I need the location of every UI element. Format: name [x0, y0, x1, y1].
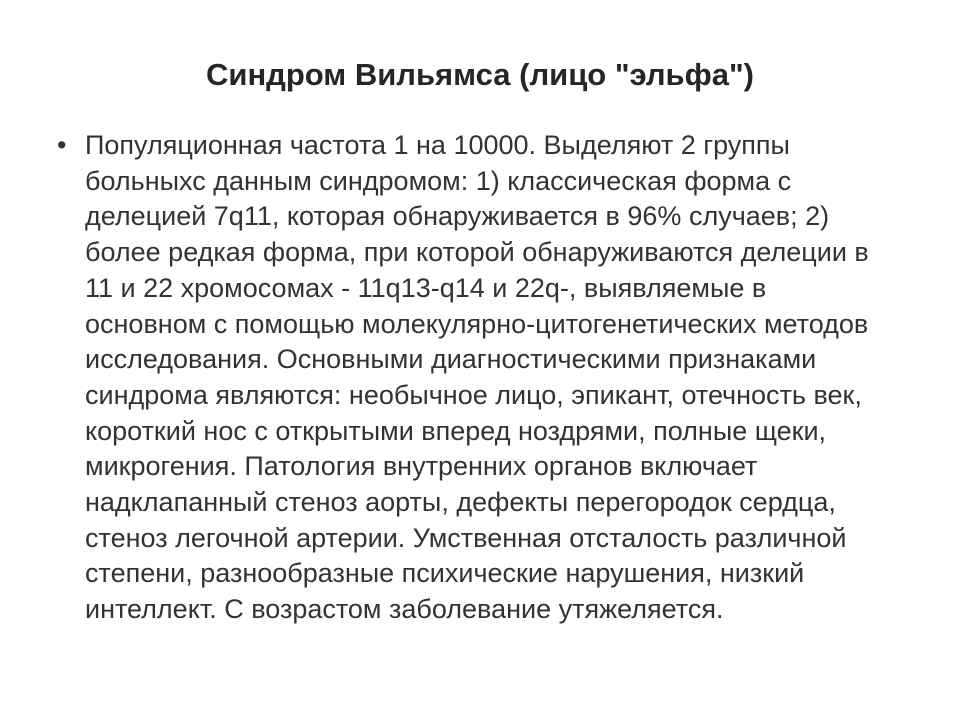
bullet-item	[0, 128, 960, 628]
bullet-text-line: исследования. Основными диагностическими признаками	[85, 344, 817, 375]
bullet-text-line: степени, разнообразные психические нарушения, низкий	[85, 558, 805, 589]
bullet-text-line: синдрома являются: необычное лицо, эпикант, отечность век,	[85, 379, 862, 410]
bullet-text-line: основном с помощью молекулярно-цитогенетических методов	[85, 308, 869, 339]
bullet-text-line: больныхс данным синдромом: 1) классическая форма с	[85, 165, 792, 196]
bullet-text-line: интеллект. С возрастом заболевание утяжеляется.	[85, 594, 724, 625]
bullet-text-line: 11 и 22 хромосомах - 11q13-q14 и 22q-, выявляемые в	[85, 272, 767, 303]
bullet-text-line: делецией 7q11, которая обнаруживается в 96% случаев; 2)	[85, 201, 830, 232]
bullet-text-line: стеноз легочной артерии. Умственная отсталость различной	[85, 522, 847, 553]
bullet-text-line: короткий нос с открытыми вперед ноздрями, полные щеки,	[85, 415, 827, 446]
bullet-list	[0, 128, 960, 628]
bullet-text-line: более редкая форма, при которой обнаруживаются делеции в	[85, 237, 869, 268]
bullet-marker: •	[57, 130, 67, 160]
slide-title: Синдром Вильямса (лицо "эльфа")	[206, 57, 754, 92]
bullet-text	[85, 128, 960, 628]
bullet-text-line: микрогения. Патология внутренних органов включает	[85, 451, 758, 482]
bullet-text-line: Популяционная частота 1 на 10000. Выделяют 2 группы	[85, 130, 790, 160]
bullet-text-line: надклапанный стеноз аорты, дефекты перегородок сердца,	[85, 487, 836, 518]
